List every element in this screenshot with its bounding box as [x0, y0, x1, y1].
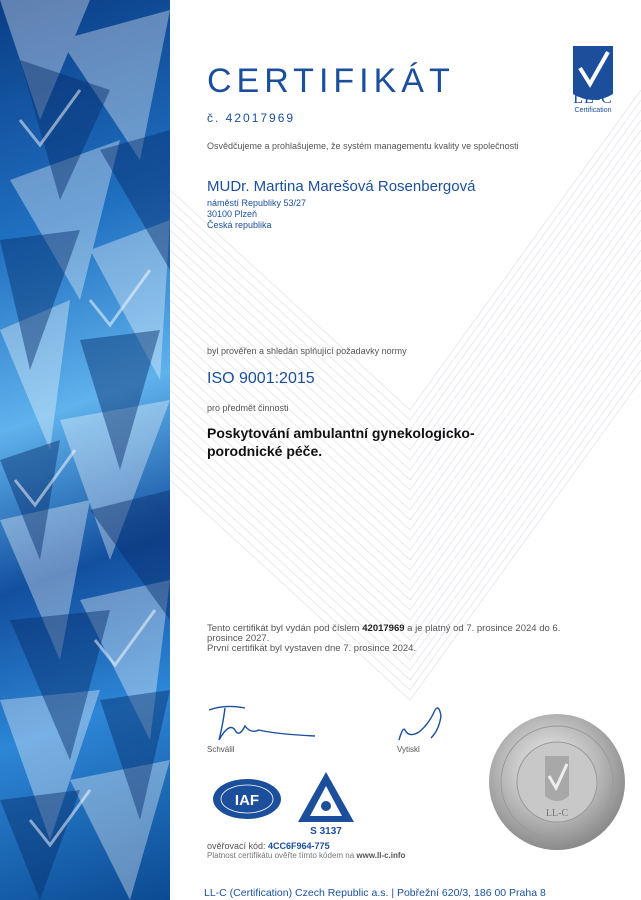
footer-address: LL-C (Certification) Czech Republic a.s. | Pobřežní 620/3, 186 00 Praha 8 [204, 887, 546, 899]
verified-text: byl prověřen a shledán splňující požadavky normy [207, 346, 407, 356]
issued-prefix: Tento certifikát byl vydán pod číslem [207, 623, 363, 634]
verification-note-prefix: Platnost certifikátu ověřte tímto kódem na [207, 851, 357, 860]
first-issued: První certifikát byl vystaven dne 7. prosince 2024. [207, 643, 417, 654]
cia-number: S 3137 [310, 826, 342, 836]
address-line: náměstí Republiky 53/27 [207, 198, 307, 208]
verification-note [207, 851, 405, 860]
verification-url[interactable]: www.ll-c.info [356, 851, 406, 860]
certificate-title: CERTIFIKÁT [207, 62, 455, 100]
iaf-logo-text: IAF [234, 792, 260, 809]
certificate-number: č. 42017969 [207, 111, 296, 125]
verification-code-line [207, 841, 330, 851]
issued-statement [207, 624, 597, 654]
approver-signature [205, 700, 325, 748]
band-pattern [0, 0, 170, 900]
llc-logo-name: LL-C [573, 90, 613, 107]
issued-suffix: a je platný od 7. prosince 2024 do 6. prosince 2027. [207, 623, 561, 644]
standard-name: ISO 9001:2015 [207, 370, 315, 387]
silver-seal-icon [487, 712, 627, 852]
llc-logo-subtitle: Certification [574, 107, 612, 114]
scope-label: pro předmět činnosti [207, 403, 289, 413]
address-line: 30100 Plzeň [207, 209, 258, 219]
organization-name: MUDr. Martina Marešová Rosenbergová [207, 178, 476, 195]
verification-code-label: ověřovací kód: [207, 841, 269, 851]
llc-logo-text [567, 90, 619, 114]
verification-code: 4CC6F964-775 [268, 841, 330, 851]
intro-text: Osvědčujeme a prohlašujeme, že systém managementu kvality ve společnosti [207, 141, 519, 151]
scope-text: Poskytování ambulantní gynekologicko-porodnické péče. [207, 425, 475, 459]
seal-center-text: LL-C [545, 808, 569, 819]
decorative-blue-band [0, 0, 170, 900]
printer-signature [395, 700, 455, 748]
iaf-logo-icon [212, 778, 282, 820]
printed-label: Vytiskl [397, 745, 420, 754]
address-line: Česká republika [207, 220, 272, 230]
cia-logo-icon [296, 770, 356, 836]
issued-number: 42017969 [362, 623, 405, 634]
approved-label: Schválil [207, 745, 235, 754]
